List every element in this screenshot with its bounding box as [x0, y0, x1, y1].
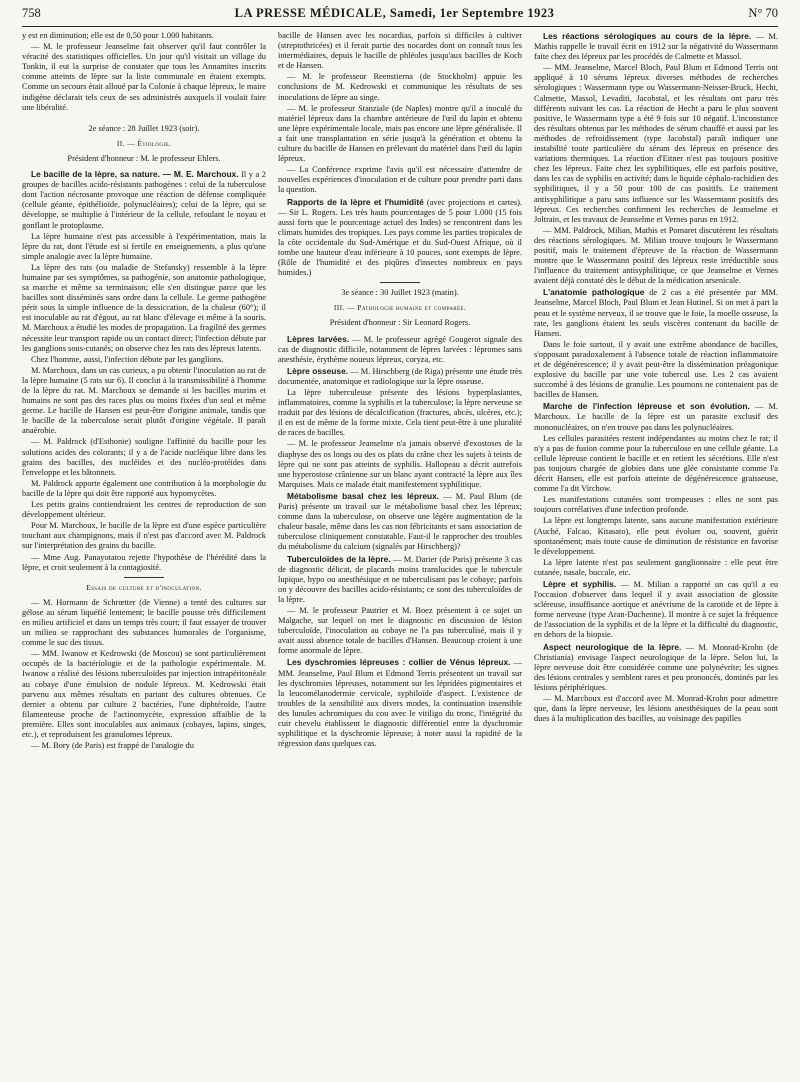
paragraph: — M. le professeur Stanziale (de Naples) montre qu'il a inoculé du matériel lépreux dans la chambre antérieure de l'œil du lapin et obtenu une lèpre expérimentale locale, mais pas encore une lèpre généralisée. Il a fait une transplantation en série jusqu'à la génération et obtenu la culture du bacille de Hansen en prélevant du matériel dans l'œil du lapin lépreux. — [278, 103, 522, 164]
paragraph: La lèpre humaine n'est pas accessible à l'expérimentation, mais la lèpre du rat, dont l'étude est si fertile en enseignements, a plus qu'une simple analogie avec la lèpre humaine. — [22, 231, 266, 261]
session-title: 2e séance : 28 Juillet 1923 (soir). — [88, 123, 200, 133]
paragraph: — M. le professeur Pautrier et M. Boez présentent à ce sujet un Malgache, sur lequel on met le diagnostic en discussion de lésion tuberculoïde, l'inoculation au cobaye ne l'a pas tuberculisé, mais il y avait aussi absence totale de bacilles d'Hansen. Beaucoup croient à une forme anormale de lèpre. — [278, 605, 522, 656]
article-heading: Les réactions sérologiques au cours de la lèpre. — [543, 31, 752, 41]
paragraph: y est en diminution; elle est de 0,50 pour 1.000 habitants. — [22, 31, 214, 40]
paragraph: — M. Paldrock (d'Esthonie) souligne l'affinité du bacille pour les solutions acides des colorants; il y a de l'acide nucléique libre dans les grains des bacilles, des nucléides et des nucléo-protéides dans l'enveloppe et les bâtonnets. — [22, 437, 266, 477]
section-title: II. — Étiologie. — [116, 138, 172, 148]
article-heading: Lèpre osseuse. — [287, 365, 349, 376]
article-heading: L'anatomie pathologique — [543, 287, 645, 298]
paragraph: M. Paldrock apporte également une contribution à la morphologie du bacille de la lèpre qui doit être rapporté aux hypomycètes. — [22, 478, 266, 498]
paragraph: Les petits grains contiendraient les centres de reproduction de son développement ultérieur. — [22, 500, 266, 520]
paragraph: — Mme Aug. Panayotatou rejette l'hypothèse de l'hérédité dans la lèpre, et croit seulement à la contagiosité. — [22, 552, 266, 572]
article-heading: Le bacille de la lèpre, sa nature. — M. E. Marchoux. — [31, 169, 239, 180]
divider — [124, 577, 164, 578]
article-text: — M. le professeur agrégé Gougerot signale des cas de diagnostic difficile, notamment de lèpres larvées : lépromes sans anesthésie, érythème noueux lépreux, coryza, etc. — [278, 334, 522, 364]
paragraph: La lèpre tuberculeuse présente des lésions hyperplasiantes, inflammatoires, comme la syphilis et la tuberculose; la lèpre nerveuse se traduit par des lésions de décalcification (fractures, abcès, ulcères, etc.); il en est de même de la forme mixte. Cela tient peut-être à une pluralité de races de bacilles. — [278, 388, 522, 438]
article-text: — M. Monrad-Krohn (de Christiania) envisage l'aspect neurologique de la lèpre. Selon lui, la lèpre nerveuse doit être considérée comme une polynévrite; les signes des lésions centrales y semblent rares et peu prononcés, dominés par les lésions périphériques. — [534, 642, 778, 692]
paragraph: — MM. Jeanselme, Marcel Bloch, Paul Blum et Edmond Terris ont appliqué à 10 sérums lépreux diverses méthodes de recherches sérologiques : Wassermann type ou Wassermann-Neisser-Bruck, Hecht, Calmette, Massol, Levaditi, Jacobstal, et les résultats ont paru très différents suivant les cas. La réaction de Hecht a paru le plus souvent positive, le Wassermann type a été 9 fois sur 10 négatif. L'inconstance des résultats obtenus par les méthodes de sérum chauffé et aussi par les méthodes de refroidissement (type Jacobstal) paraît indiquer une instabilité toute particulière du sérum des lépreux en présence des variations thermiques. La réaction d'Eitner n'est pas toujours positive chez les lépreux. Faite chez les syphilitiques, elle est parfois positive, dans les cas de syphilis en activité; dans le liquide céphalo-rachidien des syphilitiques, il y a 50 pour 100 de cas positifs. Le traitement antisyphilitique a paru sans influence sur les Wassermann positifs des lépreux. Ces recherches confirment les recherches de Jeanselme et Joltrain, et les travaux de Jeanselme et Vernes parus en 1912. — [534, 63, 778, 224]
article-heading: Tuberculoïdes de la lèpre. — [287, 553, 391, 564]
paragraph: Pour M. Marchoux, le bacille de la lèpre est d'une espèce particulière touchant aux champignons, mais il n'est pas d'accord avec M. Paldrock sur l'interprétation des grains du bacille. — [22, 521, 266, 551]
article-text: — M. Paul Blum (de Paris) présente un travail sur le métabolisme basal chez les lépreux; comme dans la tuberculose, on observe une légère augmentation de la chaleur basale, même dans les cas non fébricitants et sans association de tuberculose cliniquement constatable. Faut-il le rapprocher des troubles du métabolisme du calcium (signalés par Hirschberg)? — [278, 491, 522, 552]
issue-number: N° 70 — [748, 6, 778, 20]
article-text: Il y a 2 groupes de bacilles acido-résistants pathogènes : celui de la tuberculose dont l'action nécrosante provoque une réaction de défense compliquée (cellule géante, épithélioïde, polynucléaires); celui de la lèpre, qui se développe, se multiplie à l'intérieur de la cellule, refoulant le noyau et gonflant le protoplasme. — [22, 170, 266, 230]
section-title: III. — Pathologie humaine et comparée. — [333, 303, 467, 313]
president-line: Président d'honneur : Sir Leonard Rogers. — [329, 318, 471, 328]
paragraph: Les manifestations cutanées sont trompeuses : elles ne sont pas toujours corrélatives d'une infection profonde. — [534, 495, 778, 515]
column-2 — [278, 31, 522, 1081]
article-heading: Rapports de la lèpre et l'humidité — [287, 196, 424, 207]
paragraph: Chez l'homme, aussi, l'infection débute par les ganglions. — [31, 354, 224, 364]
paragraph: La lèpre des rats (ou maladie de Stefansky) ressemble à la lèpre humaine par ses symptômes, sa pathogénie, son anatomie pathologique, sa marche et même sa terminaison; elle s'en distingue parce que les bacilles sont disséminés sans ordre dans la cellule. Le germe pathogène périt sous la simple influence de la dessiccation, de la chaleur (60°); il est inoculable au rat d'égout, au rat blanc d'élevage et même à la souris. M. Marchoux a étudié les modes de propagation. La fragilité des germes nécessite leur transport rapide ou un contact direct; l'infection débute par les ganglions sous-cutanés; on observe chez les rats des lépreux latents. — [22, 262, 266, 353]
article-text: — M. Darier (de Paris) présente 3 cas de diagnostic délicat, de placards moins translucides que le tubercule lupique, hypo ou anesthésique et ne tuberculisant pas le cobaye; parfois on y découvre des bacilles acido-résistants; ce sont des tuberculoïdes de la lèpre. — [278, 554, 522, 604]
paragraph: bacille de Hansen avec les nocardias, parfois si difficiles à cultiver (streptothricées) et il ferait partie des nocardes dont on connaît tous les intermédiaires, depuis le bacille de phléoles jusqu'aux bacilles de Koch et de Hansen. — [278, 31, 522, 71]
article-heading: Métabolisme basal chez les lépreux. — [287, 490, 440, 501]
column-1 — [22, 31, 266, 1081]
article-heading: Lèpre et syphilis. — [543, 578, 617, 589]
article-heading: Lèpres larvées. — [287, 333, 350, 344]
session-title: 3e séance : 30 Juillet 1923 (matin). — [341, 288, 459, 298]
paragraph: — La Conférence exprime l'avis qu'il est nécessaire d'attendre de nouvelles expériences d'inoculation et de culture pour prendre parti dans la question. — [278, 165, 522, 195]
masthead — [22, 6, 778, 27]
paragraph: — MM. Paldrock, Milian, Mathis et Pomaret discutèrent les résultats des réactions sérologiques. M. Milian trouve toujours le Wassermann positif, mais le traitement d'épreuve de la réaction de Wassermann montre que le Wassermann positif des lépreux reste irréductible sous l'influence du traitement antisyphilitique, ce que Jeanselme et Vernes avaient déjà constaté dès le début de la médication arsenicale. — [534, 225, 778, 286]
paragraph: La lèpre est longtemps latente, sans aucune manifestation extérieure (Auché, Falcao, Kitasato), elle peut évoluer ou, souvent, guérir spontanément; mais toute cause de diminution de résistance en favorise le développement. — [534, 516, 778, 556]
subsection-title: Essais de culture et d'inoculation. — [86, 582, 202, 592]
paragraph: — M. Hormann de Schrœtter (de Vienne) a tenté des cultures sur gélose au sérum liquéfié lentement; le bacille pousse très difficilement en milieu artificiel et dans un temps très court; il faut essayer de trouver un milieu se rapprochant des substances humorales de l'organisme, comme le suc des tissus. — [22, 597, 266, 648]
article-text: — M. Hirschberg (de Riga) présente une étude très documentée, anatomique et radiologique sur la lèpre osseuse. — [278, 366, 522, 386]
paragraph: La lèpre latente n'est pas seulement ganglionnaire : elle peut être cutanée, nasale, buccale, etc. — [534, 557, 778, 577]
paragraph: — M. le professeur Reenstierna (de Stockholm) appuie les conclusions de M. Kedrowski et communique les résultats de ses inoculations de lèpre au singe. — [278, 72, 522, 102]
paragraph: — M. Bory (de Paris) est frappé de l'analogie du — [31, 741, 194, 751]
article-heading: Marche de l'infection lépreuse et son évolution. — [543, 401, 750, 412]
article-heading: Aspect neurologique de la lèpre. — [543, 641, 682, 652]
columns — [22, 31, 778, 1081]
article-text: — MM. Jeanselme, Paul Blum et Edmond Terris présentent un travail sur les dyschromies lépreuses, notamment sur les lépridées pigmentaires et la leucomélanodermie cervicale, syphiloïde d'aspect. L'existence de troubles de la sensibilité aux divers modes, la continuation insensible des lunules achromiques du cou avec le vitiligo du tronc, l'intégrité du cuir chevelu établissent le diagnostic différentiel entre la dyschromie syphilitique et la dyschromie lépreuse; à noter aussi la rapidité de la régression dans quelques cas. — [278, 658, 522, 749]
journal-title: LA PRESSE MÉDICALE, Samedi, 1er Septembre 1923 — [234, 6, 555, 20]
paragraph: — MM. Iwanow et Kedrowski (de Moscou) se sont particulièrement occupés de la bactériologie et de la pathologie expérimentale. M. Iwanow a réalisé des lésions tuberculoïdes par injection intrapéritonéale au cobaye d'une émulsion de nodule lépreux. M. Kedrowski était parvenu aux mêmes résultats en partant des cultures obtenues. Ce dernier a obtenu par culture 2 bactéries, l'une diphtéroïde, l'autre filamenteuse proche de l'actinomycète, expression affaiblie de la première. Elles sont inoculables aux animaux (cobayes, lapins, singes, etc.), et reproduisent les granulomes lépreux. — [22, 649, 266, 739]
paragraph: Les cellules parasitées restent indépendantes au moins chez le rat; il n'y a pas de fusion comme pour la tuberculose en une cellule géante. La cellule lépreuse contient le bacille et en retient les sécrétions. Elle n'est pas toujours chargée de globies dans une glée consistante comme l'a décrit Hansen, elle est parfois atteinte de dégénérescence graisseuse, comme l'a dit Virchow. — [534, 433, 778, 494]
article-text: (avec projections et cartes). — Sir L. Rogers. Les très hauts pourcentages de 5 pour 1.000 (15 fois aussi forts que le pourcentage actuel des Indes) se rencontrent dans les climats humides des tropiques. Les pays comme les parties tropicales de la côte occidentale du Sud-Amérique et du Sud-Ouest Afrique, où il tombe une hauteur d'eau inférieure à 10 pouces, sont exempts de lèpre. (Rôle de l'humidité et des piqûres d'insectes nombreux en pays humides.) — [278, 197, 522, 278]
column-3 — [534, 31, 778, 1081]
article-text: de 2 cas a été présentée par MM. Jeanselme, Marcel Bloch, Paul Blum et Jean Hutinel. Si on met à part la peau et le système nerveux, il se trouve que le foie, la moelle osseuse, la rate, les ganglions étaient les seuls viscères contenant du bacille de Hansen. — [534, 288, 778, 338]
divider — [380, 282, 420, 283]
article-text: — M. Marchoux. Le bacille de la lèpre est un parasite exclusif des mononucléaires, on n'en trouve pas dans les polynucléaires. — [534, 402, 778, 432]
paragraph: — M. le professeur Jeanselme fait observer qu'il faut contrôler la véracité des statistiques officielles. Un jour qu'il visitait un village du Tonkin, il eut la surprise de constater que tous les Annamites inscrits comme atteints de lèpre sur la liste communale en étaient exempts. Comme un secours était alloué par la Colonie à chaque lépreux, le maire indigène déclarait tels ceux de ses administrés auxquels il voulait faire une libéralité. — [22, 42, 266, 112]
article-text: — M. Milian a rapporté un cas qu'il a eu l'occasion d'observer dans lequel il y avait association de glossite scléreuse, insuffisance aortique et anévrisme de la carotide et de lèpre à forme nerveuse (type Aran-Duchenne). Il montre à ce sujet la fréquence de l'association de la syphilis et de la lèpre et la difficulté du diagnostic, en dehors de la biopsie. — [534, 579, 778, 640]
paragraph: — M. Marchoux est d'accord avec M. Monrad-Krohn pour admettre que, dans la lèpre nerveuse, les lésions anesthésiques de la peau sont dues à la multiplication des bacilles, au voisinage des papilles — [534, 694, 778, 724]
paragraph: Dans le foie surtout, il y avait une extrême abondance de bacilles, s'opposant paradoxalement à l'absence totale de réaction inflammatoire et de dégénérescence; il y avait peut-être la dissémination préagonique explosive du bacille par une voie tubercul use. Les 2 cas avaient succombé à des lésions de granulie. Les poumons ne contenaient pas de bacilles de Hansen. — [534, 339, 778, 400]
page-number: 758 — [22, 6, 41, 20]
article-heading: Les dyschromies lépreuses : collier de Vénus lépreux. — [287, 657, 511, 668]
paragraph: — M. le professeur Jeanselme n'a jamais observé d'exostoses de la diaphyse des os longs ou des os plats du crâne chez les sujets à teints de lèpre qui ne sont pas atteints de syphilis. Hallopeau a décrit autrefois une hyperostose crânienne sur un blanc ayant contracté la lèpre aux îles Marquises. Mais ce malade était manifestement syphilitique. — [278, 439, 522, 489]
president-line: Président d'honneur : M. le professeur Ehlers. — [67, 153, 221, 163]
paragraph: M. Marchoux, dans un cas curieux, a pu obtenir l'inoculation au rat de la lèpre humaine (5 rats sur 6). Il conclut à la transmissibilité à l'homme de la lèpre du rat. M. Marchoux se demande si les bacilles murins et humains ne sont pas des races plus ou moins fixées d'un seul et même germe. Le bacille de Hansen est peut-être d'origine animale, tandis que le bacille de la tuberculose serait plutôt d'origine végétale. Il paraît anaérobie. — [22, 365, 266, 436]
article-text: — M. Mathis rappelle le travail écrit en 1912 sur la négativité du Wassermann faite chez des lépreux par les procédés de Calmette et Massol. — [534, 32, 778, 62]
